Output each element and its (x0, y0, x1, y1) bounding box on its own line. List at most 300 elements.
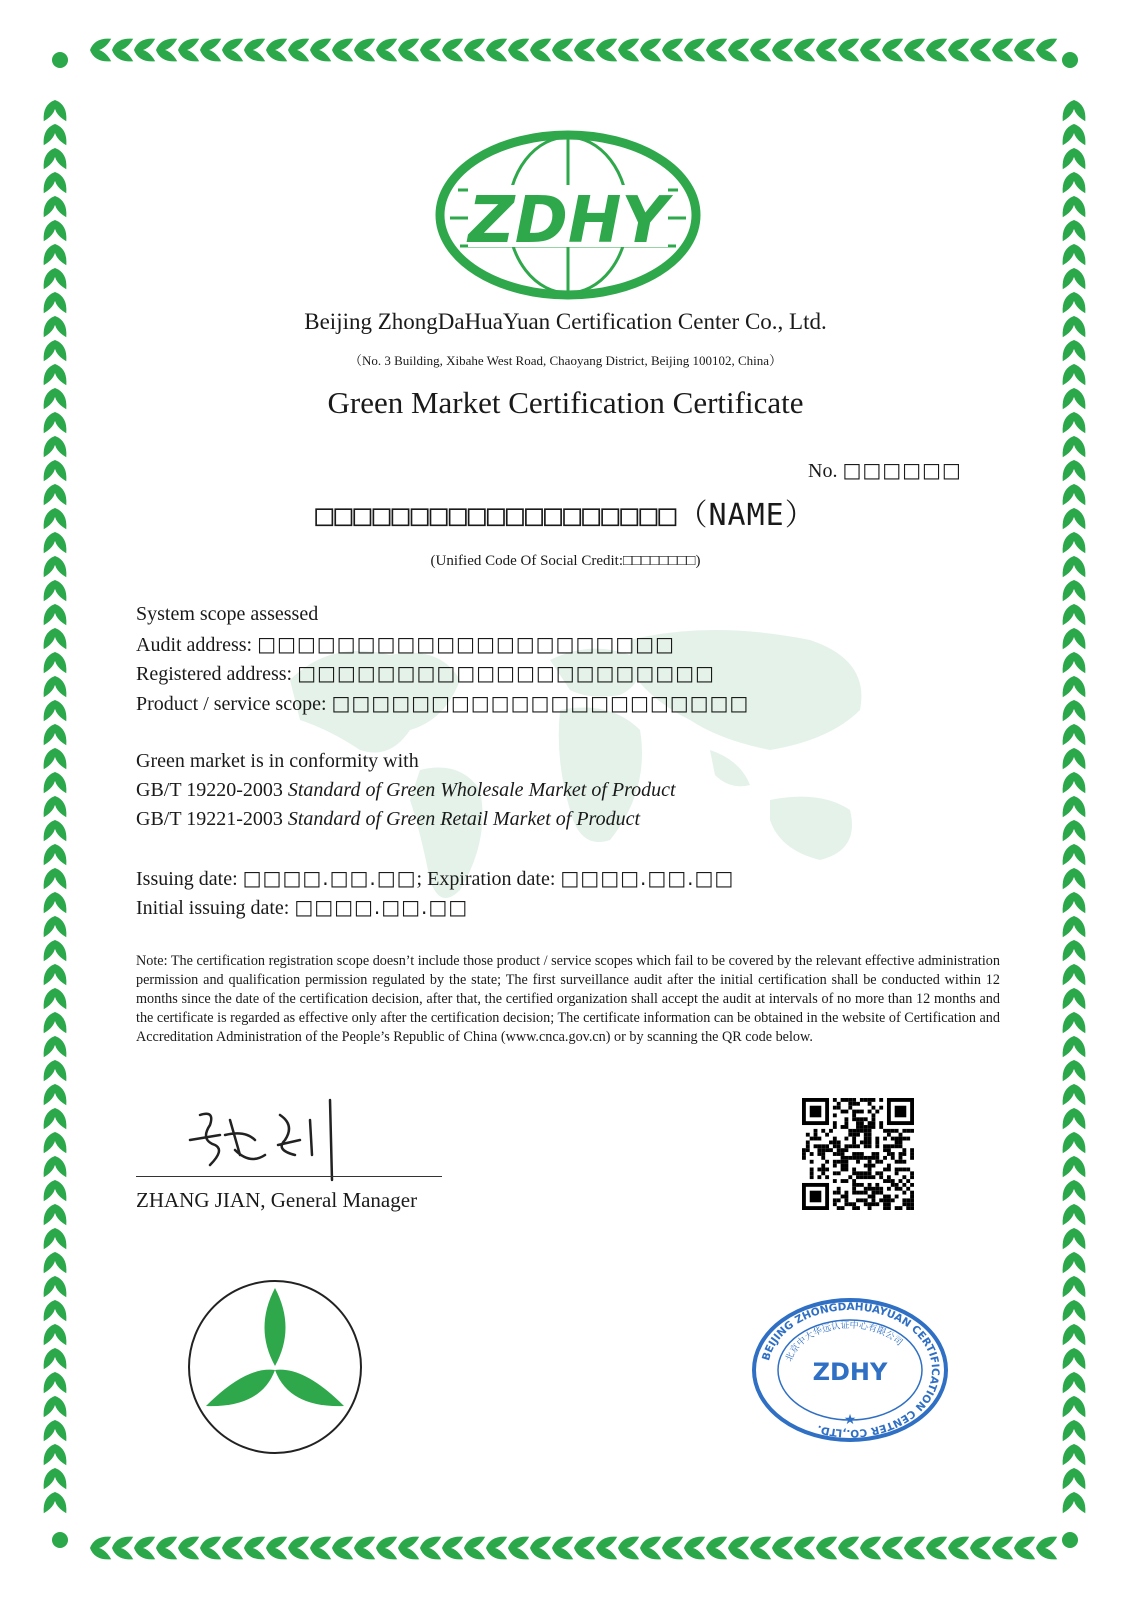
qr-module (883, 1168, 887, 1172)
standard-2-code: GB/T 19221-2003 (136, 808, 283, 830)
qr-module (868, 1129, 872, 1133)
qr-module (899, 1144, 903, 1148)
qr-module (883, 1129, 887, 1133)
qr-module (879, 1106, 883, 1110)
signature-line (136, 1176, 442, 1177)
border-corner (52, 52, 68, 68)
company-seal (750, 1296, 950, 1444)
organization-name: □□□□□□□□□□□□□□□□□□□（NAME） (315, 498, 816, 533)
qr-module (883, 1144, 887, 1148)
qr-module (841, 1156, 845, 1160)
qr-module (833, 1137, 837, 1141)
qr-module (895, 1171, 899, 1175)
qr-module (872, 1106, 876, 1110)
qr-module (837, 1144, 841, 1148)
qr-module (864, 1125, 868, 1129)
qr-module (833, 1171, 837, 1175)
qr-code[interactable] (802, 1098, 914, 1210)
qr-module (844, 1110, 848, 1114)
qr-module (879, 1125, 883, 1129)
company-address: （No. 3 Building, Xibahe West Road, Chaoyang District, Beijing 100102, China） (348, 353, 783, 368)
qr-module (883, 1156, 887, 1160)
qr-module (837, 1160, 841, 1164)
qr-module (864, 1140, 868, 1144)
qr-module (891, 1137, 895, 1141)
qr-module (891, 1156, 895, 1160)
qr-module (868, 1102, 872, 1106)
qr-module (844, 1117, 848, 1121)
qr-module (864, 1171, 868, 1175)
qr-module (810, 1171, 814, 1175)
qr-module (910, 1152, 914, 1156)
qr-module (906, 1168, 910, 1172)
qr-module (887, 1129, 891, 1133)
signature (170, 1095, 370, 1185)
qr-module (895, 1168, 899, 1172)
qr-module (821, 1148, 825, 1152)
qr-module (806, 1144, 810, 1148)
qr-module (821, 1152, 825, 1156)
qr-module (810, 1160, 814, 1164)
qr-module (879, 1098, 883, 1102)
qr-module (810, 1152, 814, 1156)
qr-module (802, 1156, 806, 1160)
qr-module (810, 1137, 814, 1141)
qr-module (887, 1168, 891, 1172)
qr-module (829, 1140, 833, 1144)
qr-module (810, 1175, 814, 1179)
qr-module (868, 1187, 872, 1191)
qr-module (833, 1113, 837, 1117)
registered-address-row (136, 661, 715, 686)
qr-module (872, 1121, 876, 1125)
seal-center-text: ZDHY (812, 1358, 888, 1386)
qr-module (868, 1195, 872, 1199)
qr-module (837, 1148, 841, 1152)
qr-module (848, 1156, 852, 1160)
qr-module (844, 1179, 848, 1183)
qr-module (883, 1179, 887, 1183)
qr-module (848, 1102, 852, 1106)
qr-module (879, 1171, 883, 1175)
qr-module (837, 1140, 841, 1144)
svg-text:北京中大华远认证中心有限公司 (783, 1319, 905, 1363)
seal-inner-text: 北京中大华远认证中心有限公司 (784, 1320, 904, 1364)
qr-module (837, 1152, 841, 1156)
qr-module (856, 1206, 860, 1210)
qr-module (860, 1125, 864, 1129)
qr-module (868, 1206, 872, 1210)
qr-module (852, 1129, 856, 1133)
qr-module (837, 1198, 841, 1202)
qr-module (856, 1117, 860, 1121)
qr-module (825, 1168, 829, 1172)
qr-module (868, 1171, 872, 1175)
qr-module (848, 1133, 852, 1137)
qr-module (864, 1198, 868, 1202)
qr-module (879, 1191, 883, 1195)
qr-module (879, 1175, 883, 1179)
qr-module (852, 1179, 856, 1183)
qr-module (841, 1152, 845, 1156)
qr-module (806, 1148, 810, 1152)
qr-module (810, 1106, 822, 1118)
qr-module (844, 1168, 848, 1172)
qr-module (810, 1191, 822, 1203)
qr-module (875, 1110, 879, 1114)
qr-module (821, 1168, 825, 1172)
qr-module (860, 1121, 864, 1125)
qr-module (852, 1187, 856, 1191)
expiration-date-label: ; Expiration date: (416, 868, 556, 890)
qr-module (879, 1198, 883, 1202)
qr-module (910, 1206, 914, 1210)
qr-module (864, 1187, 868, 1191)
seal-star: ★ (843, 1412, 857, 1428)
qr-module (825, 1144, 829, 1148)
qr-module (833, 1140, 837, 1144)
qr-module (864, 1202, 868, 1206)
qr-module (864, 1144, 868, 1148)
qr-module (844, 1191, 848, 1195)
qr-module (910, 1198, 914, 1202)
qr-module (872, 1156, 876, 1160)
qr-module (872, 1195, 876, 1199)
qr-module (906, 1198, 910, 1202)
qr-module (891, 1129, 895, 1133)
qr-module (872, 1164, 876, 1168)
standard-2 (136, 808, 640, 831)
qr-module (814, 1137, 818, 1141)
certificate-note: Note: The certification registration scope doesn’t include those product / service scopes which fail to be covered by the relevant effective administration permission and qualification permission regulated by the state; The first surveillance audit after the initial certification shall be conducted within 12 months since the date of the certification decision, after that, the certified organization shall accept the audit at intervals of no more than 12 months and the certificate is regarded as effective only after the certification decision; The certificate information can be obtained in the website of Certification and Accreditation Administration of the People’s Republic of China (www.cnca.gov.cn) or by scanning the QR code below. (136, 953, 1000, 1045)
qr-module (872, 1198, 876, 1202)
qr-module (837, 1206, 841, 1210)
qr-module (887, 1152, 891, 1156)
qr-module (872, 1125, 876, 1129)
qr-module (864, 1175, 868, 1179)
qr-module (856, 1133, 860, 1137)
qr-module (872, 1175, 876, 1179)
qr-module (817, 1137, 821, 1141)
qr-module (841, 1110, 845, 1114)
qr-module (868, 1202, 872, 1206)
qr-module (833, 1152, 837, 1156)
qr-module (887, 1175, 891, 1179)
qr-module (856, 1110, 860, 1114)
qr-module (817, 1175, 821, 1179)
qr-module (895, 1137, 899, 1141)
qr-module (864, 1156, 868, 1160)
qr-module (864, 1098, 868, 1102)
qr-module (868, 1133, 872, 1137)
qr-module (910, 1129, 914, 1133)
qr-module (875, 1171, 879, 1175)
qr-module (833, 1144, 837, 1148)
qr-module (825, 1175, 829, 1179)
initial-date-value: □□□□.□□.□□ (294, 895, 469, 919)
qr-module (864, 1164, 868, 1168)
qr-module (895, 1160, 899, 1164)
product-scope-label: Product / service scope: (136, 693, 327, 715)
qr-module (860, 1117, 864, 1121)
qr-module (860, 1175, 864, 1179)
social-credit-code: (Unified Code Of Social Credit:□□□□□□□□) (430, 553, 701, 569)
qr-module (844, 1125, 848, 1129)
qr-module (844, 1098, 848, 1102)
qr-module (841, 1125, 845, 1129)
qr-module (910, 1171, 914, 1175)
qr-module (887, 1179, 891, 1183)
qr-module (844, 1121, 848, 1125)
qr-module (879, 1160, 883, 1164)
zdhy-logo (428, 130, 708, 300)
qr-module (837, 1187, 841, 1191)
certificate-title: Green Market Certification Certificate (327, 385, 804, 420)
qr-module (844, 1164, 848, 1168)
qr-module (852, 1133, 856, 1137)
qr-module (844, 1137, 848, 1141)
qr-module (899, 1137, 903, 1141)
qr-module (810, 1168, 814, 1172)
company-name: Beijing ZhongDaHuaYuan Certification Center Co., Ltd. (304, 309, 827, 334)
qr-module (899, 1168, 903, 1172)
qr-module (833, 1106, 837, 1110)
standard-1 (136, 779, 676, 802)
qr-module (821, 1164, 825, 1168)
qr-module (852, 1110, 856, 1114)
qr-module (891, 1144, 895, 1148)
qr-module (852, 1102, 856, 1106)
seal-outer-text: BEIJING ZHONGDAHUAYUAN CERTIFICATION CENTER CO.,LTD. (760, 1300, 942, 1440)
border-corner (1062, 1532, 1078, 1548)
product-scope-row (136, 691, 749, 716)
qr-module (887, 1187, 891, 1191)
qr-module (887, 1144, 891, 1148)
qr-module (868, 1098, 872, 1102)
qr-module (899, 1140, 903, 1144)
qr-module (902, 1152, 906, 1156)
qr-module (883, 1206, 887, 1210)
qr-module (879, 1121, 883, 1125)
qr-module (875, 1202, 879, 1206)
issuing-date-value: □□□□.□□.□□ (242, 866, 417, 890)
qr-module (817, 1168, 821, 1172)
expiration-date-value: □□□□.□□.□□ (560, 866, 735, 890)
qr-module (833, 1125, 837, 1129)
qr-module (825, 1160, 829, 1164)
qr-module (833, 1164, 837, 1168)
qr-module (872, 1202, 876, 1206)
qr-module (841, 1168, 845, 1172)
qr-module (852, 1168, 856, 1172)
qr-module (821, 1171, 825, 1175)
qr-module (883, 1137, 887, 1141)
qr-module (906, 1137, 910, 1141)
qr-module (860, 1171, 864, 1175)
qr-module (895, 1183, 899, 1187)
qr-module (860, 1140, 864, 1144)
green-market-mark (186, 1278, 364, 1456)
qr-module (821, 1144, 825, 1148)
qr-module (856, 1125, 860, 1129)
qr-module (844, 1144, 848, 1148)
qr-module (852, 1202, 856, 1206)
registered-address-label: Registered address: (136, 663, 293, 685)
qr-module (868, 1168, 872, 1172)
qr-module (848, 1202, 852, 1206)
qr-module (817, 1152, 821, 1156)
qr-module (902, 1175, 906, 1179)
registered-address-value: □□□□□□□□□□□□□□□□□□□□□ (297, 661, 715, 685)
qr-module (852, 1152, 856, 1156)
qr-module (887, 1148, 891, 1152)
qr-module (844, 1160, 848, 1164)
qr-module (902, 1198, 906, 1202)
qr-module (875, 1160, 879, 1164)
qr-module (875, 1156, 879, 1160)
qr-module (864, 1117, 868, 1121)
qr-module (833, 1202, 837, 1206)
qr-module (860, 1129, 864, 1133)
qr-module (872, 1187, 876, 1191)
qr-module (895, 1187, 899, 1191)
qr-module (887, 1195, 891, 1199)
qr-module (906, 1179, 910, 1183)
qr-module (883, 1198, 887, 1202)
qr-module (841, 1160, 845, 1164)
qr-module (852, 1156, 856, 1160)
qr-module (875, 1187, 879, 1191)
qr-module (806, 1140, 810, 1144)
qr-module (833, 1121, 837, 1125)
qr-module (868, 1125, 872, 1129)
border-corner (1062, 52, 1078, 68)
qr-module (848, 1098, 852, 1102)
qr-module (841, 1098, 845, 1102)
qr-module (864, 1191, 868, 1195)
qr-module (856, 1191, 860, 1195)
qr-module (856, 1144, 860, 1148)
qr-module (860, 1110, 864, 1114)
qr-module (872, 1098, 876, 1102)
qr-module (899, 1152, 903, 1156)
qr-module (872, 1117, 876, 1121)
qr-module (852, 1140, 856, 1144)
qr-module (856, 1171, 860, 1175)
qr-module (864, 1133, 868, 1137)
qr-module (814, 1133, 818, 1137)
dates-row (136, 866, 734, 891)
qr-module (821, 1156, 825, 1160)
qr-module (899, 1160, 903, 1164)
qr-module (895, 1144, 899, 1148)
audit-address-value: □□□□□□□□□□□□□□□□□□□□□ (257, 632, 675, 656)
certificate-number (808, 458, 962, 483)
qr-module (902, 1191, 906, 1195)
qr-module (814, 1144, 818, 1148)
scope-heading: System scope assessed (136, 603, 319, 625)
qr-module (868, 1160, 872, 1164)
qr-module (856, 1175, 860, 1179)
qr-module (837, 1106, 841, 1110)
qr-module (848, 1144, 852, 1148)
qr-module (899, 1156, 903, 1160)
qr-module (887, 1206, 891, 1210)
border-bottom-leaves (88, 1533, 1059, 1563)
qr-module (837, 1102, 841, 1106)
qr-module (817, 1144, 821, 1148)
qr-module (910, 1148, 914, 1152)
qr-module (910, 1183, 914, 1187)
qr-module (817, 1148, 821, 1152)
qr-module (906, 1187, 910, 1191)
qr-module (844, 1148, 848, 1152)
qr-module (802, 1148, 806, 1152)
qr-module (860, 1191, 864, 1195)
standard-2-title: Standard of Green Retail Market of Product (287, 808, 641, 830)
qr-module (856, 1121, 860, 1125)
qr-module (841, 1179, 845, 1183)
qr-module (872, 1113, 876, 1117)
qr-module (872, 1152, 876, 1156)
conformity-heading: Green market is in conformity with (136, 750, 419, 772)
qr-module (868, 1121, 872, 1125)
qr-module (875, 1183, 879, 1187)
qr-module (875, 1140, 879, 1144)
qr-module (891, 1183, 895, 1187)
qr-module (856, 1156, 860, 1160)
qr-module (868, 1183, 872, 1187)
qr-module (848, 1175, 852, 1179)
qr-module (856, 1102, 860, 1106)
qr-module (841, 1195, 845, 1199)
qr-module (829, 1148, 833, 1152)
qr-module (856, 1160, 860, 1164)
qr-module (860, 1098, 864, 1102)
border-corner (52, 1532, 68, 1548)
qr-module (902, 1129, 906, 1133)
qr-module (856, 1152, 860, 1156)
qr-module (802, 1152, 806, 1156)
qr-module (895, 1140, 899, 1144)
qr-module (887, 1164, 891, 1168)
audit-address-label: Audit address: (136, 634, 253, 656)
qr-module (852, 1098, 856, 1102)
qr-module (806, 1133, 810, 1137)
qr-module (910, 1195, 914, 1199)
logo-text: ZDHY (468, 184, 668, 258)
qr-module (864, 1129, 868, 1133)
qr-module (841, 1164, 845, 1168)
qr-module (848, 1129, 852, 1133)
qr-module (868, 1144, 872, 1148)
qr-module (848, 1106, 852, 1110)
qr-module (887, 1202, 891, 1206)
qr-module (864, 1137, 868, 1141)
qr-module (825, 1133, 829, 1137)
qr-module (814, 1129, 818, 1133)
qr-module (852, 1117, 856, 1121)
qr-module (875, 1144, 879, 1148)
qr-module (902, 1148, 906, 1152)
qr-module (883, 1195, 887, 1199)
qr-module (868, 1137, 872, 1141)
qr-module (899, 1133, 903, 1137)
qr-module (868, 1164, 872, 1168)
qr-module (891, 1152, 895, 1156)
qr-module (879, 1187, 883, 1191)
qr-module (868, 1140, 872, 1144)
